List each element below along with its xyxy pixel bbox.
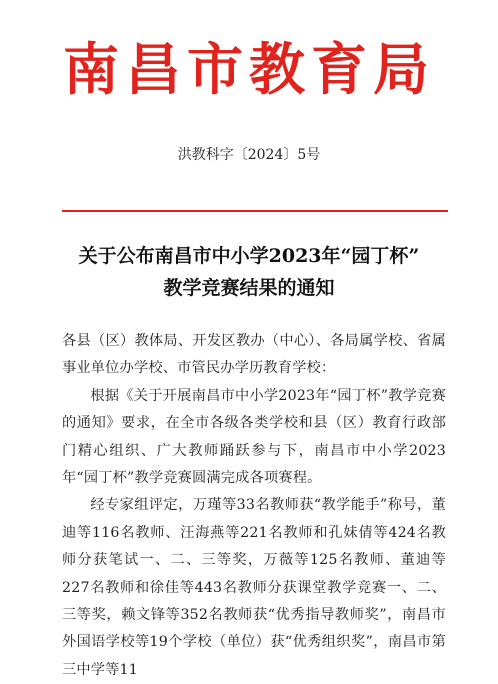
red-divider-line xyxy=(62,210,448,212)
notice-title-line-1: 关于公布南昌市中小学2023年“园丁杯” xyxy=(78,245,420,267)
paragraph-2: 经专家组评定，万瑾等33名教师获“教学能手”称号，董迪等116名教师、汪海燕等221名教师和孔妹倩等424名教师分获笔试一、二、三等奖，万薇等125名教师、董迪等227名教师和徐佳等443名教师分获课堂教学竞赛一、二、三等奖，赖文锋等352名教师获“优秀指导教师奖”，南昌市外国语学校等19个学校（单位）获“优秀组织奖”，南昌市第三中学等11 xyxy=(62,497,446,678)
notice-title-line-2: 教学竞赛结果的通知 xyxy=(163,277,335,299)
paragraph-1: 根据《关于开展南昌市中小学2023年“园丁杯”教学竞赛的通知》要求，在全市各级各类学校和县（区）教育行政部门精心组织、广大教师踊跃参与下，南昌市中小学2023年“园丁杯”教学竞赛圆满完成各项赛程。 xyxy=(62,387,446,487)
salutation: 各县（区）教体局、开发区教办（中心）、各局属学校、省属事业单位办学校、市管民办学历教育学校： xyxy=(62,333,446,377)
notice-body xyxy=(62,328,446,684)
document-number: 洪教科字〔2024〕5号 xyxy=(177,147,321,163)
notice-title xyxy=(40,240,458,304)
agency-masthead: 南昌市教育局 xyxy=(63,37,435,103)
